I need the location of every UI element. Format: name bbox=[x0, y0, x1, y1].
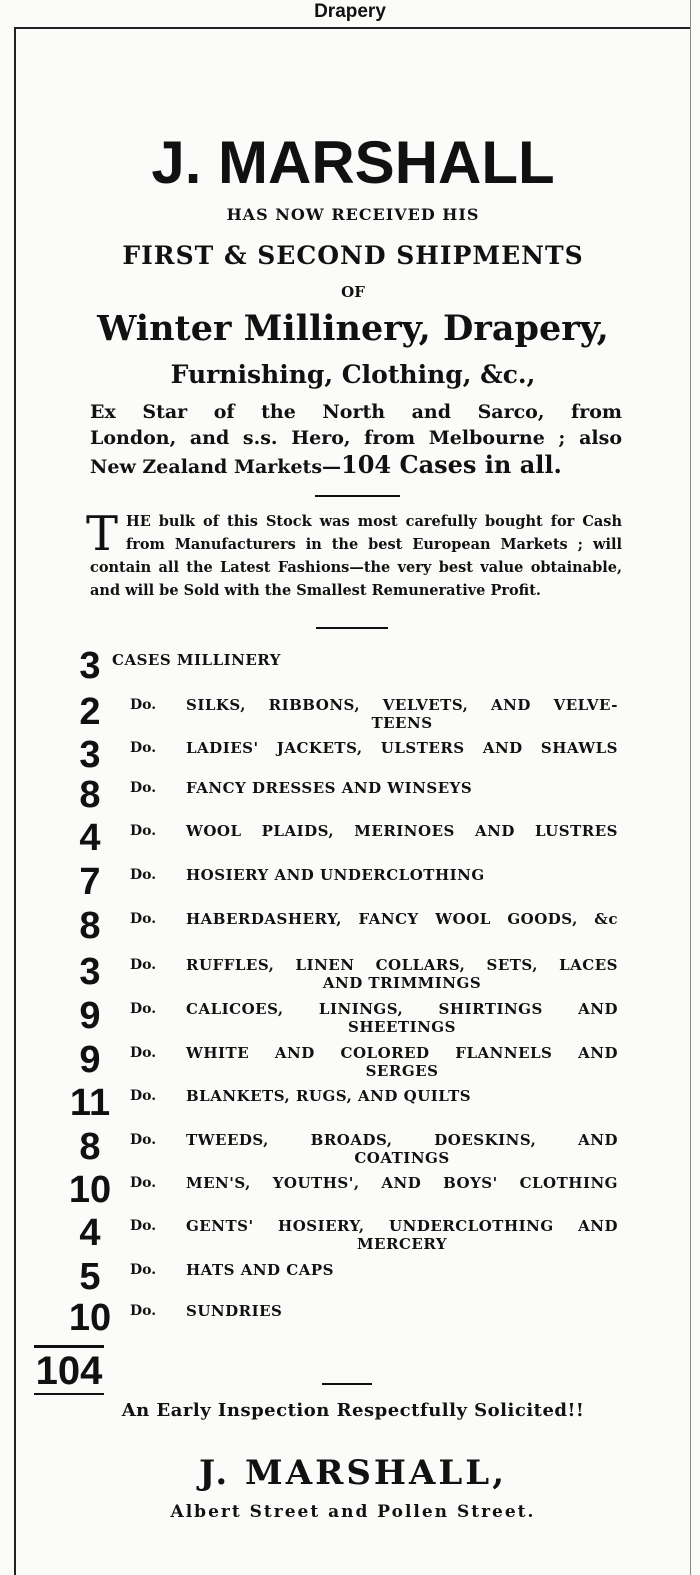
body-line-4: and will be Sold with the Smallest Remunerative Profit. bbox=[90, 582, 541, 599]
item-desc-cont: COATINGS bbox=[354, 1149, 450, 1167]
drop-cap: T bbox=[86, 506, 119, 562]
footer-merchant-name: J. MARSHALL, bbox=[198, 1453, 508, 1493]
item-unit: Do. bbox=[130, 1001, 157, 1017]
item-description: LADIES' JACKETS, ULSTERS AND SHAWLS bbox=[186, 739, 618, 757]
item-unit: Do. bbox=[130, 911, 157, 927]
item-desc-line: CALICOES, LININGS, SHIRTINGS AND bbox=[186, 1000, 618, 1018]
item-unit: Do. bbox=[130, 867, 157, 883]
item-desc-line: WHITE AND COLORED FLANNELS AND bbox=[186, 1044, 618, 1062]
item-unit: Do. bbox=[130, 697, 157, 713]
item-quantity: 4 bbox=[79, 817, 101, 859]
item-quantity: 4 bbox=[79, 1212, 101, 1254]
section-label: Drapery bbox=[314, 1, 386, 22]
ex-line-3 bbox=[90, 452, 622, 480]
item-description bbox=[186, 956, 618, 992]
divider-3 bbox=[322, 1383, 372, 1385]
item-description: HATS AND CAPS bbox=[186, 1261, 334, 1279]
merchant-name: J. MARSHALL bbox=[151, 129, 555, 196]
item-quantity: 8 bbox=[79, 1126, 101, 1168]
item-desc-cont: SERGES bbox=[365, 1062, 439, 1080]
item-quantity: 8 bbox=[79, 774, 101, 816]
ex-line-2: London, and s.s. Hero, from Melbourne ; also bbox=[90, 427, 622, 449]
item-unit: Do. bbox=[130, 1175, 157, 1191]
item-description: FANCY DRESSES AND WINSEYS bbox=[186, 779, 473, 797]
item-quantity: 11 bbox=[69, 1082, 111, 1124]
item-unit: Do. bbox=[130, 1045, 157, 1061]
item-quantity: 7 bbox=[79, 861, 101, 903]
body-line-3: contain all the Latest Fashions—the very best value obtainable, bbox=[90, 559, 622, 576]
item-quantity: 8 bbox=[79, 905, 101, 947]
item-desc-cont: MERCERY bbox=[356, 1235, 448, 1253]
body-line-2: from Manufacturers in the best European Markets ; will bbox=[126, 536, 622, 553]
column-rule-right bbox=[690, 0, 691, 1575]
item-description: SUNDRIES bbox=[186, 1302, 283, 1320]
item-unit: Do. bbox=[130, 1303, 157, 1319]
header-rule bbox=[14, 27, 690, 29]
item-unit: Do. bbox=[130, 957, 157, 973]
item-unit: Do. bbox=[130, 740, 157, 756]
item-unit: Do. bbox=[130, 823, 157, 839]
item-quantity: 5 bbox=[79, 1256, 101, 1298]
ex-line-3a: New Zealand Markets— bbox=[90, 456, 342, 478]
furnishing-line: Furnishing, Clothing, &c., bbox=[170, 360, 536, 389]
winter-line: Winter Millinery, Drapery, bbox=[97, 308, 609, 349]
received-line: HAS NOW RECEIVED HIS bbox=[226, 205, 480, 224]
item-description bbox=[186, 696, 618, 732]
item-description bbox=[186, 1131, 618, 1167]
item-unit: Do. bbox=[130, 1132, 157, 1148]
item-unit: Do. bbox=[130, 1088, 157, 1104]
item-description: HABERDASHERY, FANCY WOOL GOODS, &c bbox=[186, 910, 618, 928]
item-desc-cont: AND TRIMMINGS bbox=[322, 974, 482, 992]
address-line: Albert Street and Pollen Street. bbox=[170, 1502, 536, 1522]
item-quantity: 10 bbox=[68, 1297, 112, 1339]
inspection-line: An Early Inspection Respectfully Solicited!! bbox=[121, 1400, 585, 1421]
item-description: MEN'S, YOUTHS', AND BOYS' CLOTHING bbox=[186, 1174, 618, 1192]
body-line-1: HE bulk of this Stock was most carefully bought for Cash bbox=[126, 513, 622, 530]
item-description bbox=[186, 1217, 618, 1253]
item-quantity: 10 bbox=[68, 1169, 112, 1211]
item-desc-line: TWEEDS, BROADS, DOESKINS, AND bbox=[186, 1131, 618, 1149]
divider-1 bbox=[315, 495, 400, 497]
item-quantity: 9 bbox=[79, 1039, 101, 1081]
ex-line-1: Ex Star of the North and Sarco, from bbox=[90, 401, 622, 423]
item-unit: Do. bbox=[130, 1262, 157, 1278]
item-quantity: 3 bbox=[79, 645, 101, 687]
item-quantity: 2 bbox=[79, 691, 101, 733]
item-quantity: 9 bbox=[79, 995, 101, 1037]
shipments-line: FIRST & SECOND SHIPMENTS bbox=[122, 241, 584, 270]
item-description bbox=[186, 1000, 618, 1036]
item-description: HOSIERY AND UNDERCLOTHING bbox=[186, 866, 485, 884]
item-quantity: 3 bbox=[79, 734, 101, 776]
item-description: WOOL PLAIDS, MERINOES AND LUSTRES bbox=[186, 822, 618, 840]
item-description: CASES MILLINERY bbox=[112, 651, 281, 669]
total-cases: 104 bbox=[35, 1349, 103, 1393]
item-description bbox=[186, 1044, 618, 1080]
case-count-line: 104 Cases in all. bbox=[341, 450, 562, 479]
total-underline bbox=[34, 1393, 104, 1395]
total-rule bbox=[34, 1345, 104, 1348]
item-desc-line: SILKS, RIBBONS, VELVETS, AND VELVE- bbox=[186, 696, 618, 714]
item-description: BLANKETS, RUGS, AND QUILTS bbox=[186, 1087, 472, 1105]
of-line: OF bbox=[341, 283, 365, 301]
item-desc-cont: SHEETINGS bbox=[348, 1018, 456, 1036]
item-desc-line: RUFFLES, LINEN COLLARS, SETS, LACES bbox=[186, 956, 618, 974]
item-desc-cont: TEENS bbox=[371, 714, 433, 732]
item-quantity: 3 bbox=[79, 951, 101, 993]
divider-2 bbox=[316, 627, 388, 629]
item-desc-line: GENTS' HOSIERY, UNDERCLOTHING AND bbox=[186, 1217, 618, 1235]
item-unit: Do. bbox=[130, 1218, 157, 1234]
item-unit: Do. bbox=[130, 780, 157, 796]
